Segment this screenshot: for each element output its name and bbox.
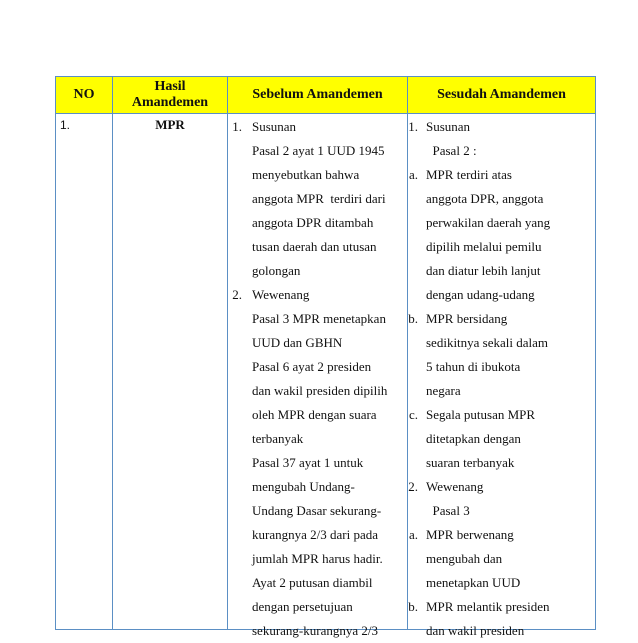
sesudah-marker (408, 499, 426, 523)
sesudah-text: Pasal 3 (426, 503, 470, 518)
sebelum-marker (228, 139, 252, 163)
sesudah-marker (408, 235, 426, 259)
sebelum-line (228, 547, 407, 571)
sebelum-marker (228, 331, 252, 355)
sebelum-text: Wewenang (252, 287, 310, 302)
sesudah-marker (408, 619, 426, 643)
sesudah-text: Susunan (426, 119, 471, 134)
sebelum-marker (228, 427, 252, 451)
sesudah-text: dan wakil presiden (426, 623, 525, 638)
sebelum-marker: 1. (232, 119, 242, 134)
sesudah-cell (408, 114, 596, 638)
sesudah-text: perwakilan daerah yang (426, 215, 551, 230)
sebelum-line (228, 331, 407, 355)
sesudah-line (408, 451, 595, 475)
sebelum-text: Ayat 2 putusan diambil (252, 575, 373, 590)
sesudah-text: dengan udang-udang (426, 287, 535, 302)
sebelum-text: Undang Dasar sekurang- (252, 503, 382, 518)
sesudah-text: sedikitnya sekali dalam (426, 335, 549, 350)
sebelum-marker (228, 499, 252, 523)
sesudah-line (408, 283, 595, 307)
sesudah-marker: b. (408, 599, 418, 614)
sebelum-text: Susunan (252, 119, 297, 134)
sesudah-marker (408, 379, 426, 403)
sesudah-line (408, 139, 595, 163)
sebelum-line (228, 307, 407, 331)
sesudah-text: dipilih melalui pemilu (426, 239, 542, 254)
sebelum-marker (228, 451, 252, 475)
sebelum-text: sekurang-kurangnya 2/3 (252, 623, 378, 638)
sesudah-line (408, 571, 595, 595)
sebelum-text: anggota MPR terdiri dari (252, 191, 386, 206)
sesudah-marker: c. (408, 407, 418, 422)
sebelum-marker: 2. (232, 287, 242, 302)
header-hasil-line-2: Amandemen (131, 95, 209, 110)
sebelum-text: oleh MPR dengan suara (252, 407, 377, 422)
sebelum-line (228, 139, 407, 163)
sebelum-text: terbanyak (252, 431, 304, 446)
sebelum-text: Pasal 3 MPR menetapkan (252, 311, 386, 326)
sebelum-line (228, 355, 407, 379)
sesudah-line (408, 331, 595, 355)
sebelum-line (228, 403, 407, 427)
sesudah-marker: b. (408, 311, 418, 326)
sesudah-marker: 1. (408, 119, 418, 134)
sesudah-text: Segala putusan MPR (426, 407, 536, 422)
sebelum-line (228, 523, 407, 547)
sesudah-text: 5 tahun di ibukota (426, 359, 521, 374)
sebelum-line (228, 115, 407, 139)
sesudah-line (408, 259, 595, 283)
sebelum-line (228, 595, 407, 619)
sebelum-text: golongan (252, 263, 301, 278)
sesudah-line (408, 403, 595, 427)
sebelum-marker (228, 595, 252, 619)
sesudah-marker (408, 331, 426, 355)
sesudah-marker (408, 427, 426, 451)
sebelum-line (228, 259, 407, 283)
sebelum-text: tusan daerah dan utusan (252, 239, 377, 254)
sebelum-line (228, 187, 407, 211)
sesudah-line (408, 595, 595, 619)
sesudah-text-lines (408, 114, 595, 638)
sebelum-marker (228, 379, 252, 403)
sebelum-line (228, 379, 407, 403)
sesudah-line (408, 619, 595, 643)
sebelum-line (228, 499, 407, 523)
sesudah-marker (408, 259, 426, 283)
sesudah-text: MPR melantik presiden (426, 599, 550, 614)
sebelum-marker (228, 187, 252, 211)
sebelum-line (228, 619, 407, 643)
sebelum-text: anggota DPR ditambah (252, 215, 374, 230)
sebelum-line (228, 451, 407, 475)
header-hasil-line-1: Hasil (154, 79, 186, 94)
sebelum-marker (228, 619, 252, 643)
sebelum-text: dengan persetujuan (252, 599, 353, 614)
header-sesudah-amandemen: Sesudah Amandemen (408, 77, 596, 114)
amendment-comparison-table (55, 76, 596, 638)
sebelum-text: UUD dan GBHN (252, 335, 343, 350)
sebelum-marker (228, 355, 252, 379)
sesudah-line (408, 307, 595, 331)
sesudah-marker (408, 187, 426, 211)
sebelum-marker (228, 163, 252, 187)
sesudah-marker: a. (408, 527, 418, 542)
row-hasil: MPR (113, 114, 228, 630)
sesudah-marker (408, 139, 426, 163)
sebelum-line (228, 211, 407, 235)
sebelum-text: kurangnya 2/3 dari pada (252, 527, 378, 542)
sesudah-text: menetapkan UUD (426, 575, 521, 590)
sebelum-marker (228, 547, 252, 571)
sebelum-marker (228, 307, 252, 331)
sebelum-cell (228, 114, 408, 638)
sebelum-text: Pasal 37 ayat 1 untuk (252, 455, 364, 470)
sebelum-marker (228, 571, 252, 595)
sebelum-text: Pasal 6 ayat 2 presiden (252, 359, 372, 374)
sebelum-text: mengubah Undang- (252, 479, 355, 494)
sesudah-line (408, 547, 595, 571)
sebelum-line (228, 475, 407, 499)
sesudah-text: mengubah dan (426, 551, 503, 566)
sesudah-line (408, 523, 595, 547)
sebelum-text: jumlah MPR harus hadir. (252, 551, 383, 566)
sesudah-marker (408, 451, 426, 475)
sesudah-marker (408, 211, 426, 235)
sesudah-line (408, 163, 595, 187)
header-no: NO (56, 77, 113, 114)
sesudah-text: MPR terdiri atas (426, 167, 512, 182)
sebelum-text: dan wakil presiden dipilih (252, 383, 388, 398)
sesudah-marker (408, 571, 426, 595)
sesudah-line (408, 235, 595, 259)
sesudah-line (408, 115, 595, 139)
sebelum-marker (228, 403, 252, 427)
sebelum-marker (228, 211, 252, 235)
sesudah-line (408, 427, 595, 451)
sesudah-text: anggota DPR, anggota (426, 191, 544, 206)
sebelum-marker (228, 475, 252, 499)
sesudah-marker (408, 547, 426, 571)
sesudah-marker: a. (408, 167, 418, 182)
sesudah-text: MPR berwenang (426, 527, 514, 542)
header-sebelum-amandemen: Sebelum Amandemen (228, 77, 408, 114)
sebelum-line (228, 163, 407, 187)
sesudah-line (408, 475, 595, 499)
table-header-row (56, 77, 596, 114)
sesudah-text: dan diatur lebih lanjut (426, 263, 541, 278)
sesudah-line (408, 499, 595, 523)
sesudah-marker (408, 355, 426, 379)
header-hasil-amandemen (113, 77, 228, 114)
sebelum-marker (228, 523, 252, 547)
sesudah-text: ditetapkan dengan (426, 431, 521, 446)
sesudah-text: Wewenang (426, 479, 484, 494)
sebelum-line (228, 235, 407, 259)
sesudah-marker: 2. (408, 479, 418, 494)
sesudah-text: negara (426, 383, 461, 398)
table-row (56, 114, 596, 630)
sebelum-text: Pasal 2 ayat 1 UUD 1945 (252, 143, 385, 158)
sesudah-line (408, 379, 595, 403)
sesudah-line (408, 355, 595, 379)
sesudah-text: Pasal 2 : (426, 143, 477, 158)
sebelum-line (228, 571, 407, 595)
sesudah-marker (408, 283, 426, 307)
sesudah-line (408, 211, 595, 235)
sebelum-marker (228, 259, 252, 283)
sebelum-marker (228, 235, 252, 259)
row-number: 1. (56, 114, 113, 630)
sebelum-text-lines (228, 114, 407, 638)
sesudah-text: suaran terbanyak (426, 455, 515, 470)
sesudah-line (408, 187, 595, 211)
sebelum-line (228, 283, 407, 307)
sesudah-text: MPR bersidang (426, 311, 508, 326)
sebelum-line (228, 427, 407, 451)
sebelum-text: menyebutkan bahwa (252, 167, 360, 182)
